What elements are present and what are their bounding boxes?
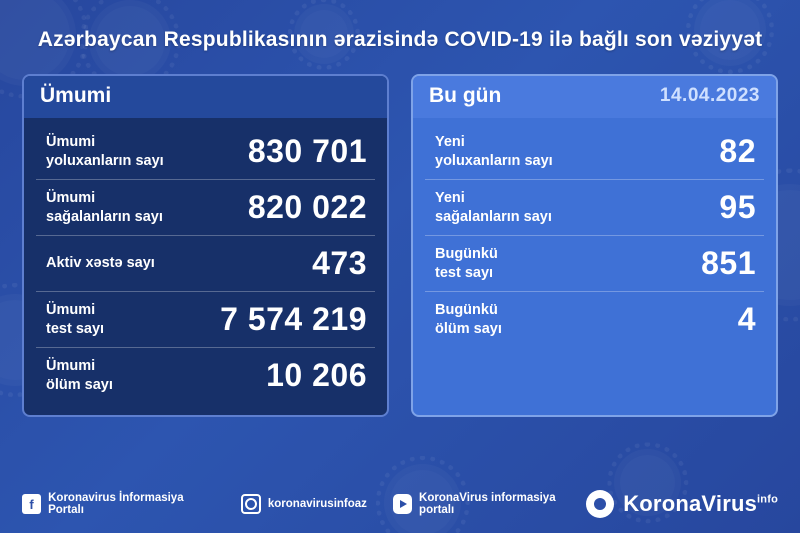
virus-logo-icon [586, 490, 614, 518]
today-stats-header [413, 76, 776, 118]
row-value: 820 022 [247, 189, 367, 225]
row-value: 473 [312, 245, 367, 281]
row-label-line2: ölüm sayı [435, 320, 502, 337]
table-row [425, 124, 764, 180]
row-label [435, 133, 553, 169]
row-value: 4 [737, 301, 756, 337]
social-label: Koronavirus İnformasiya Portalı [48, 492, 184, 516]
row-label [46, 189, 163, 225]
row-label-line1: Ümumi [46, 190, 96, 207]
brand-suffix: info [757, 493, 778, 506]
brand-name [623, 491, 778, 517]
table-row [36, 348, 375, 403]
row-label-line2: sağalanların sayı [435, 208, 552, 225]
social-links [22, 492, 586, 516]
page-title: Azərbaycan Respublikasının ərazisində COVID-19 ilə bağlı son vəziyyət [37, 28, 763, 51]
row-label-line1: Yeni [435, 134, 465, 151]
row-value: 82 [719, 133, 756, 169]
row-value: 10 206 [266, 357, 367, 393]
youtube-icon [393, 494, 412, 514]
row-label-line2: yoluxanların sayı [46, 152, 164, 169]
footer [0, 475, 800, 533]
row-label-line2: test sayı [435, 264, 494, 281]
table-row [425, 180, 764, 236]
row-label-line1: Ümumi [46, 358, 96, 375]
row-label [46, 254, 155, 272]
stats-columns [0, 52, 800, 417]
row-label [435, 189, 552, 225]
row-label [46, 357, 113, 393]
instagram-icon [241, 494, 261, 514]
social-label: koronavirusinfoaz [267, 498, 367, 510]
row-label-line2: yoluxanların sayı [435, 152, 553, 169]
table-row [36, 292, 375, 348]
row-label-line1: Ümumi [46, 134, 96, 151]
social-facebook[interactable] [22, 492, 215, 516]
facebook-icon: f [22, 494, 41, 514]
social-instagram[interactable] [241, 494, 367, 514]
brand-logo [586, 490, 778, 518]
today-stats-rows [413, 118, 776, 359]
row-label [435, 301, 502, 337]
row-label-line1: Yeni [435, 190, 465, 207]
row-label [46, 301, 104, 337]
brand-name-text: KoronaVirus [623, 491, 758, 516]
today-stats-panel [411, 74, 778, 417]
report-date: 14.04.2023 [659, 85, 760, 106]
row-label-line1: Bugünkü [435, 246, 498, 263]
table-row [36, 236, 375, 292]
total-stats-header-label: Ümumi [40, 84, 112, 107]
row-label-line1: Ümumi [46, 302, 96, 319]
social-label: KoronaVirus informasiya portalı [419, 492, 556, 516]
table-row [425, 292, 764, 347]
row-label-line2: sağalanların sayı [46, 208, 163, 225]
social-youtube[interactable] [393, 492, 586, 516]
row-value: 7 574 219 [220, 301, 367, 337]
total-stats-panel [22, 74, 389, 417]
row-value: 95 [719, 189, 756, 225]
table-row [36, 180, 375, 236]
row-label-line1: Aktiv xəstə sayı [46, 255, 155, 272]
row-label-line2: test sayı [46, 320, 105, 337]
total-stats-rows [24, 118, 387, 415]
row-label [46, 133, 164, 169]
total-stats-header [24, 76, 387, 118]
today-stats-header-label: Bu gün [429, 84, 502, 107]
row-label [435, 245, 498, 281]
row-value: 830 701 [247, 133, 367, 169]
table-row [425, 236, 764, 292]
row-label-line1: Bugünkü [435, 302, 498, 319]
row-label-line2: ölüm sayı [46, 376, 113, 393]
table-row [36, 124, 375, 180]
row-value: 851 [701, 245, 756, 281]
